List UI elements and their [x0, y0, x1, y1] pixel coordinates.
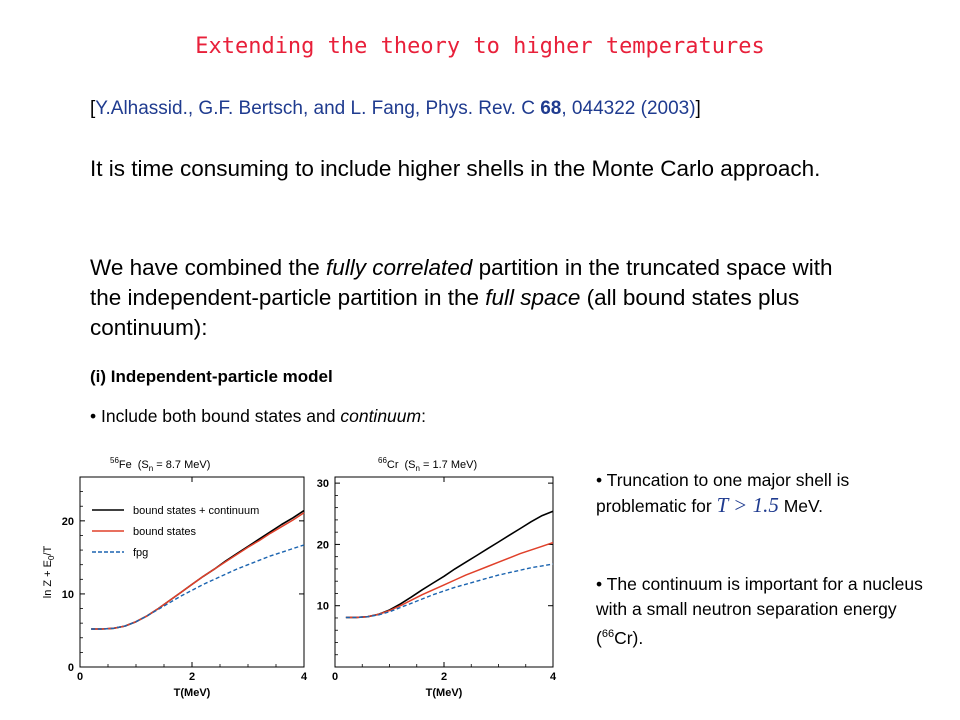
chart-fe56-series-fpg: [91, 545, 304, 629]
note2-mass-number: 66: [601, 628, 615, 640]
reference-volume: 68: [540, 98, 562, 119]
chart-fe56-legend: [92, 505, 259, 559]
charts-figure: [0, 440, 590, 720]
reference-text: Y.Alhassid., G.F. Bertsch, and L. Fang, Phys. Rev. C: [95, 98, 541, 119]
reference-citation: [90, 98, 701, 120]
paragraph-monte-carlo: It is time consuming to include higher shells in the Monte Carlo approach.: [90, 156, 821, 181]
p2-part-c: partition in the truncated space with the independent-particle partition in the: [90, 255, 833, 310]
legend-bound-states: bound states: [133, 526, 196, 538]
bracket-open: [: [90, 98, 96, 119]
chart-fe56-ytick-label: 20: [61, 515, 74, 528]
chart-cr66: [317, 456, 557, 699]
chart-fe56-title: $^{56}$Fe ($S_n = 8.7$ MeV): [110, 456, 211, 473]
note1-temperature: T > 1.5: [716, 493, 779, 517]
chart-fe56-xtick-label: 2: [188, 671, 196, 683]
p2-part-e: (all bound states plus continuum):: [90, 285, 800, 340]
note2-part-b: ).: [632, 627, 644, 648]
bullet-continuum-word: continuum: [340, 406, 422, 426]
note2-mark: •: [596, 574, 603, 594]
note2-element: Cr: [614, 627, 633, 648]
chart-cr66-xlabel: T(MeV): [425, 687, 463, 699]
p2-fully-correlated: fully correlated: [325, 255, 473, 280]
chart-cr66-xtick-label: 4: [549, 671, 557, 683]
chart-cr66-ytick-label: 10: [316, 600, 329, 613]
legend-fpg: fpg: [133, 547, 149, 559]
note-truncation: [596, 468, 926, 519]
chart-fe56-xtick-label: 4: [300, 671, 308, 683]
p2-part-a: We have combined the: [90, 255, 326, 280]
note2-part-a: The continuum is important for a nucleus with a small neutron separation energy (: [596, 574, 923, 648]
bracket-close: ]: [695, 98, 701, 119]
chart-cr66-xtick-label: 0: [331, 671, 339, 683]
note1-part-a: Truncation to one major shell is problematic for: [596, 470, 850, 516]
slide-title: Extending the theory to higher temperatures: [195, 34, 765, 59]
bullet-part-c: :: [421, 406, 426, 426]
chart-cr66-xtick-label: 2: [440, 671, 448, 683]
bullet-continuum: [90, 406, 426, 427]
chart-cr66-ytick-label: 30: [316, 478, 329, 491]
chart-cr66-series-bound-continuum: [346, 511, 553, 617]
chart-fe56-xtick-label: 0: [76, 671, 84, 683]
section-heading: (i) Independent-particle model: [90, 367, 333, 386]
bullet-mark: •: [90, 406, 97, 426]
reference-rest: , 044322 (2003): [561, 98, 696, 119]
chart-cr66-series-bound-states: [346, 543, 553, 618]
chart-fe56-ytick-label: 0: [67, 662, 74, 674]
note1-part-b: MeV.: [778, 496, 823, 516]
chart-cr66-frame: [335, 477, 553, 667]
chart-fe56-ylabel: $\ln Z + E_0/T$: [42, 545, 56, 599]
note1-mark: •: [596, 470, 603, 490]
chart-fe56: [42, 456, 308, 699]
p2-full-space: full space: [485, 285, 581, 310]
chart-cr66-ytick-label: 20: [316, 539, 329, 552]
chart-fe56-ytick-label: 10: [61, 588, 74, 601]
legend-bound-continuum: bound states + continuum: [133, 505, 260, 517]
paragraph-combined: [90, 253, 870, 343]
chart-fe56-xlabel: T(MeV): [173, 687, 211, 699]
chart-cr66-title: $^{66}$Cr ($S_n = 1.7$ MeV): [378, 456, 478, 473]
chart-fe56-series-bound-continuum: [91, 511, 304, 629]
note-continuum: [596, 572, 926, 651]
bullet-part-a: Include both bound states and: [96, 406, 341, 426]
